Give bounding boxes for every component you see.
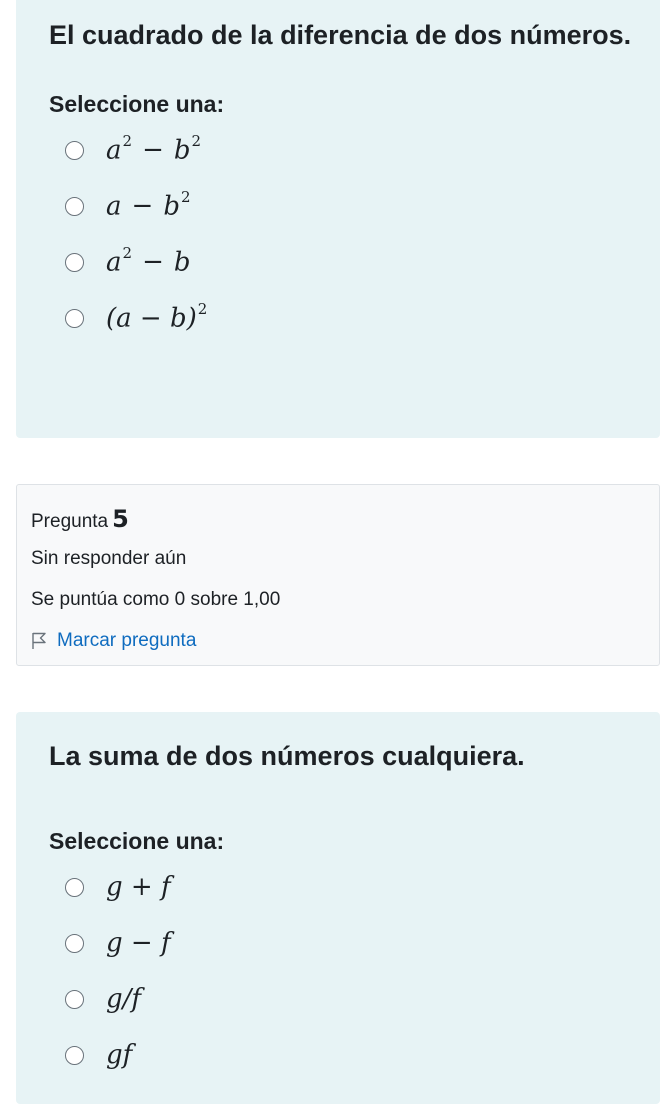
radio-button[interactable]: [65, 990, 84, 1009]
question-grade: Se puntúa como 0 sobre 1,00: [31, 589, 281, 610]
question-4-card: [16, 0, 660, 438]
option-math: g − f: [106, 928, 171, 958]
option-g-plus-f[interactable]: [49, 859, 660, 915]
radio-button[interactable]: [65, 934, 84, 953]
option-g-over-f[interactable]: [49, 971, 660, 1027]
radio-button[interactable]: [65, 309, 84, 328]
radio-button[interactable]: [65, 253, 84, 272]
option-math: gf: [106, 1040, 133, 1070]
flag-icon: [31, 632, 47, 650]
option-math: $a - b^2$: [106, 187, 191, 222]
question-4-text: El cuadrado de la diferencia de dos números.: [49, 20, 632, 50]
option-math: $a^2 - b^2$: [106, 131, 202, 166]
option-a-minus-b-squared[interactable]: [49, 290, 660, 346]
option-math: g + f: [106, 872, 171, 902]
option-math: g/f: [106, 984, 142, 1014]
radio-button[interactable]: [65, 878, 84, 897]
flag-question-link[interactable]: [31, 630, 645, 652]
question-5-card: [16, 712, 660, 1104]
radio-button[interactable]: [65, 1046, 84, 1065]
option-g-minus-f[interactable]: [49, 915, 660, 971]
radio-button[interactable]: [65, 141, 84, 160]
option-a-minus-b2[interactable]: [49, 178, 660, 234]
option-math: $a^2 - b$: [106, 243, 191, 278]
question-4-prompt: Seleccione una:: [49, 91, 225, 117]
option-a2-minus-b[interactable]: [49, 234, 660, 290]
flag-label[interactable]: Marcar pregunta: [57, 630, 197, 651]
question-5-options: [49, 859, 660, 1083]
radio-button[interactable]: [65, 197, 84, 216]
question-5-text: La suma de dos números cualquiera.: [49, 741, 525, 771]
option-gf[interactable]: [49, 1027, 660, 1083]
question-5-info: [16, 484, 660, 666]
question-number: Pregunta 5: [31, 505, 129, 533]
question-state: Sin responder aún: [31, 548, 187, 569]
question-4-options: [49, 122, 660, 346]
question-5-prompt: Seleccione una:: [49, 828, 225, 854]
option-a2-minus-b2[interactable]: [49, 122, 660, 178]
option-math: $(a - b)^2$: [106, 299, 208, 334]
